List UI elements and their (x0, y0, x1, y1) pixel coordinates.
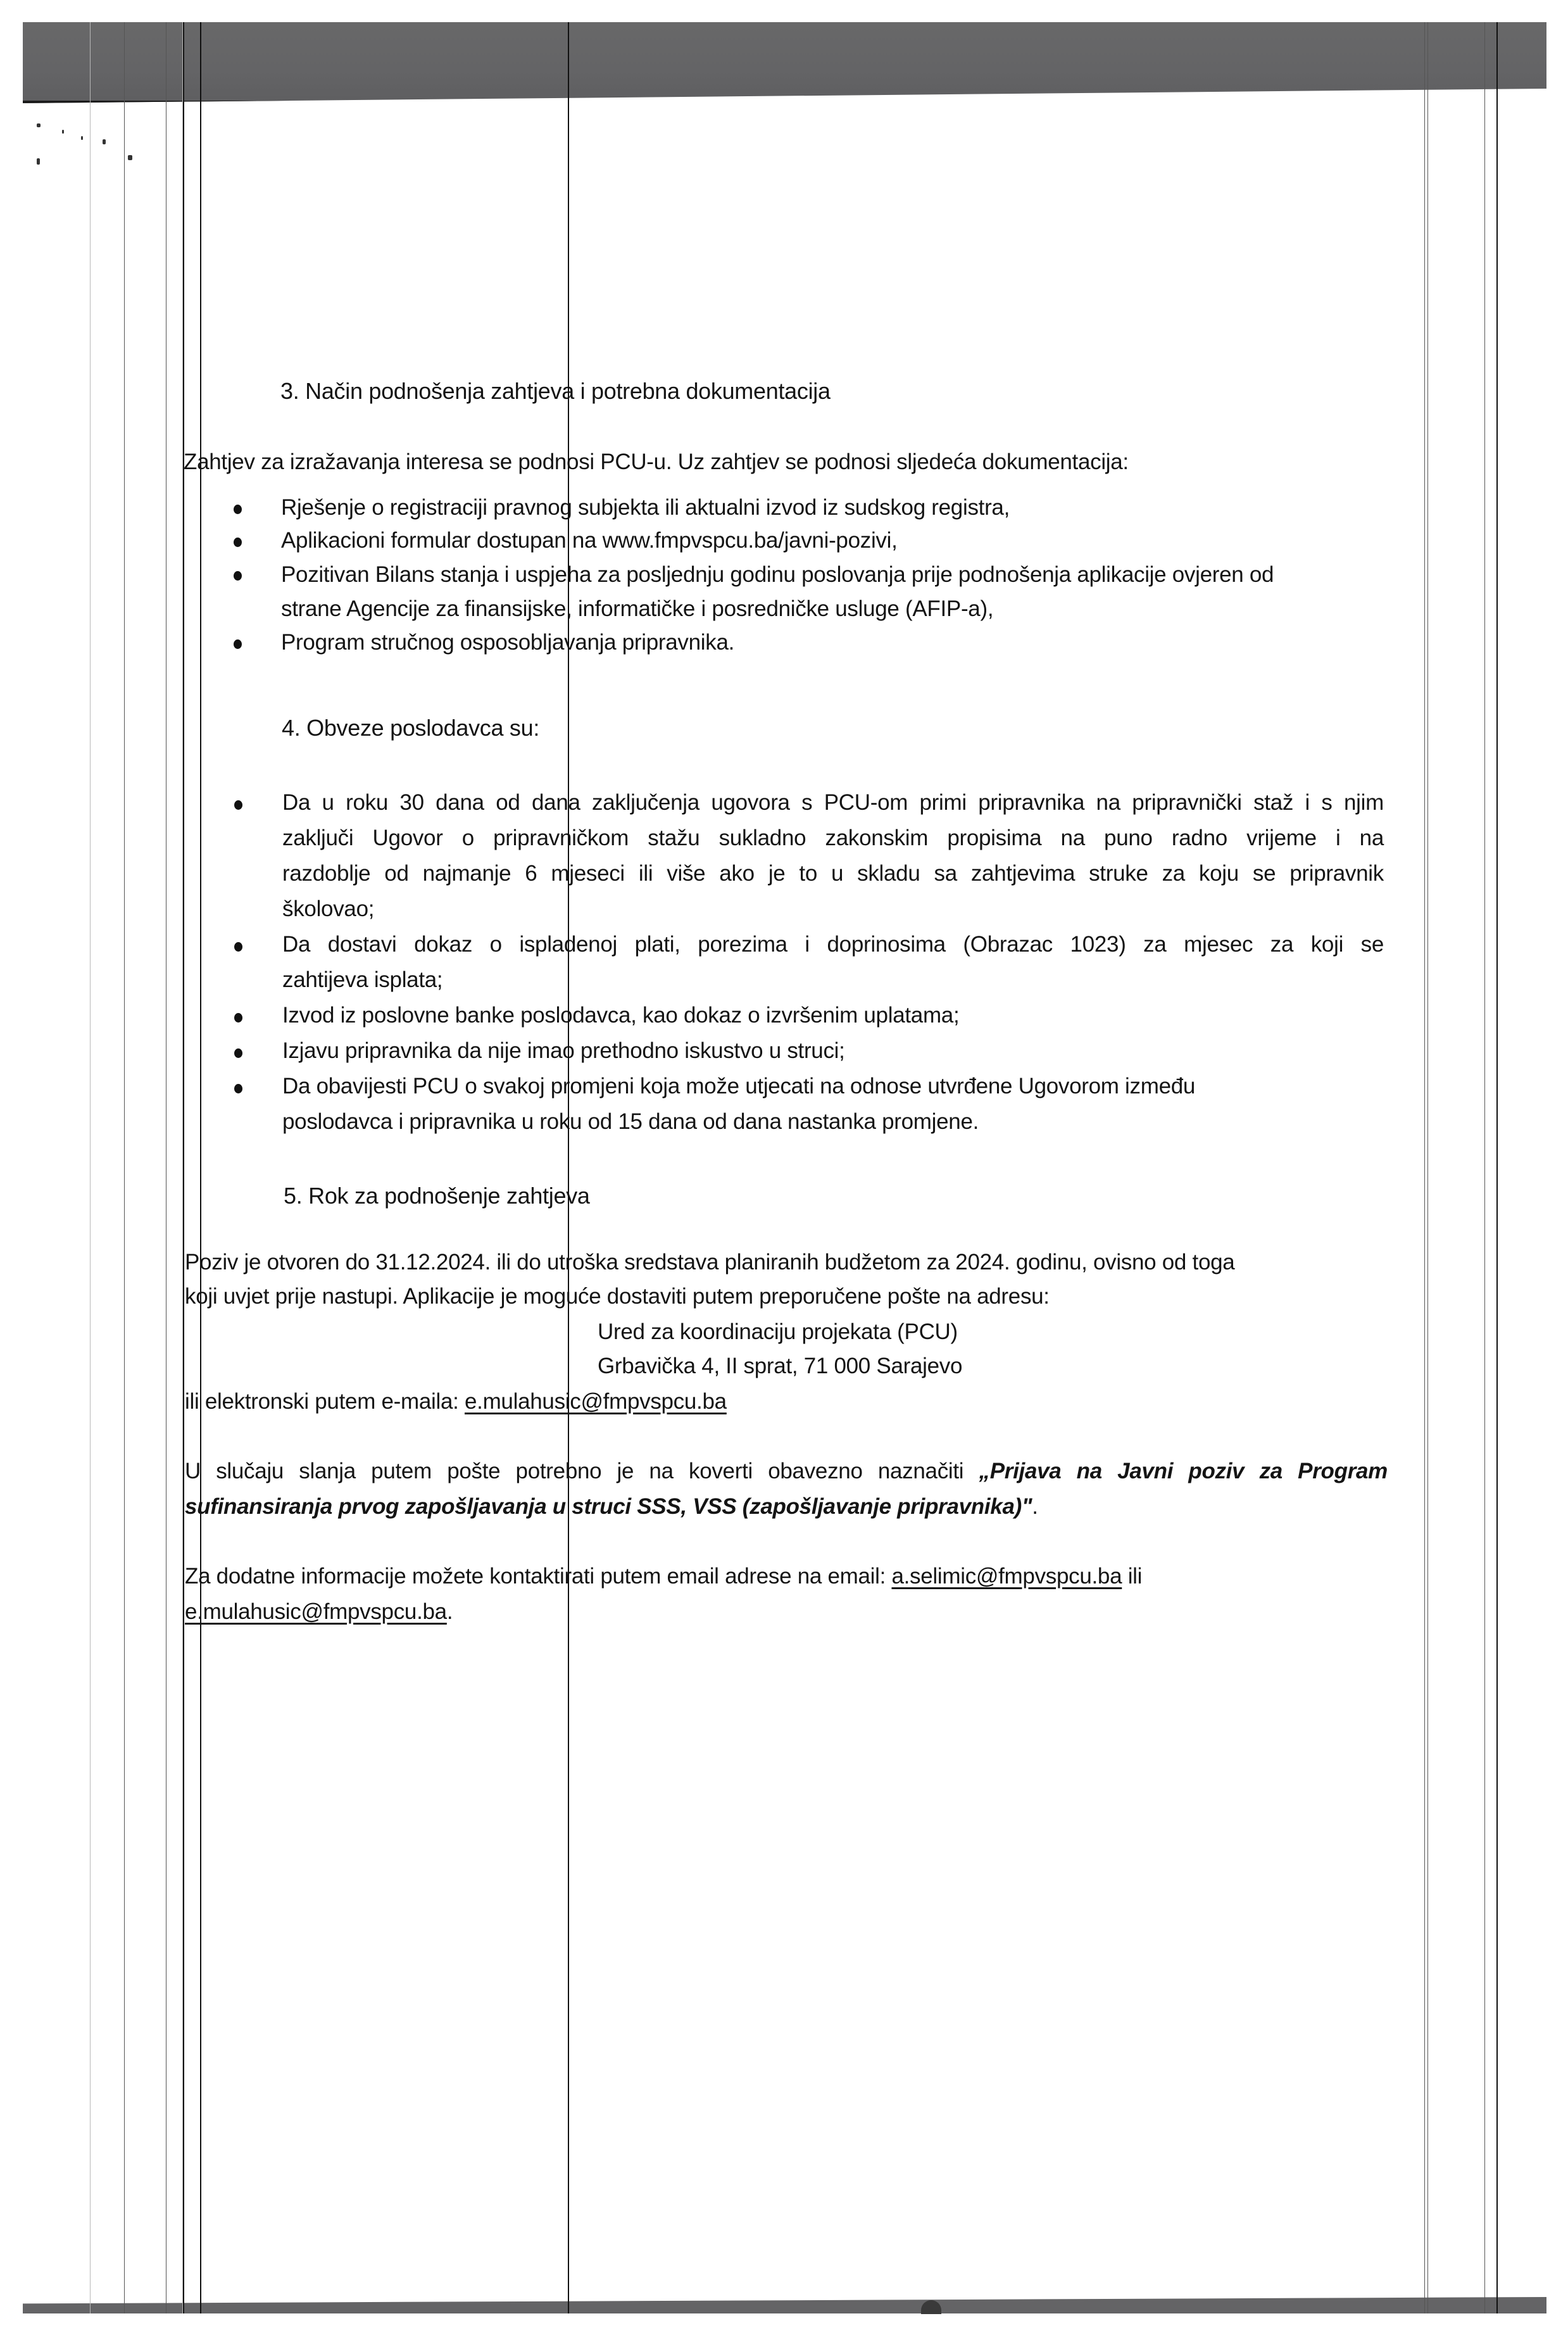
doc-list-item: Pozitivan Bilans stanja i uspjeha za posljednju godinu poslovanja prije podnošenja aplikacije ovjeren od (281, 562, 1274, 587)
email-submission-line (185, 1388, 727, 1416)
contact-line (185, 1563, 1142, 1590)
obligation-item: Da dostavi dokaz o ispladenoj plati, porezima i doprinosima (Obrazac 1023) za mjesec za koji se (282, 932, 1384, 957)
envelope-label-punct: . (1032, 1494, 1038, 1519)
scan-line (183, 22, 184, 2313)
envelope-label-text-continuation: sufinansiranja prvog zapošljavanja u struci SSS, VSS (zapošljavanje pripravnika)" (185, 1494, 1032, 1519)
envelope-label-text: „Prijava na Javni poziv za Program (979, 1459, 1388, 1483)
bullet-icon (234, 1084, 242, 1093)
bullet-icon (234, 1013, 242, 1023)
obligation-item: Izjavu pripravnika da nije imao prethodno iskustvo u struci; (282, 1038, 845, 1063)
contact-end-punct: . (446, 1599, 453, 1624)
doc-list-item: Rješenje o registraciji pravnog subjekta ili aktualni izvod iz sudskog registra, (281, 495, 1010, 520)
scan-line (1427, 22, 1428, 2313)
obligation-item: Izvod iz poslovne banke poslodavca, kao dokaz o izvršenim uplatama; (282, 1003, 960, 1028)
scan-line (1484, 22, 1485, 2313)
scan-line (124, 22, 125, 2313)
envelope-instruction-text: U slučaju slanja putem pošte potrebno je na koverti obavezno naznačiti (185, 1459, 979, 1483)
obligation-item-continuation: razdoblje od najmanje 6 mjeseci ili više ako je to u skladu sa zahtjevima struke za koju se pripravnik (282, 861, 1384, 886)
obligation-item: Da u roku 30 dana od dana zaključenja ugovora s PCU-om primi pripravnika na pripravnički staž i s njim (282, 790, 1384, 815)
bullet-icon (234, 505, 242, 514)
email-link-mulahusic[interactable]: e.mulahusic@fmpvspcu.ba (464, 1389, 727, 1414)
obligation-item-continuation: poslodavca i pripravnika u roku od 15 dana od dana nastanka promjene. (282, 1109, 979, 1134)
address-line-2: Grbavička 4, II sprat, 71 000 Sarajevo (598, 1354, 963, 1378)
section-4-heading: 4. Obveze poslodavca su: (282, 715, 540, 741)
bullet-icon (234, 538, 242, 547)
scan-line (200, 22, 201, 2313)
section-3-intro: Zahtjev za izražavanja interesa se podnosi PCU-u. Uz zahtjev se podnosi sljedeća dokumentacija: (184, 450, 1129, 474)
section-5-heading: 5. Rok za podnošenje zahtjeva (284, 1183, 590, 1209)
obligation-item: Da obavijesti PCU o svakoj promjeni koja može utjecati na odnose utvrđene Ugovorom između (282, 1074, 1196, 1098)
doc-list-item-continuation: strane Agencije za finansijske, informatičke i posredničke usluge (AFIP-a), (281, 596, 994, 621)
scan-line (90, 22, 91, 2313)
scan-artifact-bottom-bar (23, 2297, 1546, 2313)
bullet-icon (234, 1048, 242, 1058)
bullet-icon (234, 942, 242, 952)
deadline-paragraph-continuation: koji uvjet prije nastupi. Aplikacije je moguće dostaviti putem preporučene pošte na adresu: (185, 1284, 1050, 1309)
bullet-icon (234, 800, 242, 810)
deadline-paragraph: Poziv je otvoren do 31.12.2024. ili do utroška sredstava planiranih budžetom za 2024. godinu, ovisno od toga (185, 1250, 1235, 1274)
email-link-selimic[interactable]: a.selimic@fmpvspcu.ba (891, 1564, 1122, 1589)
email-submission-label: ili elektronski putem e-maila: (185, 1389, 465, 1414)
obligation-item-continuation: zahtijeva isplata; (282, 967, 443, 992)
envelope-instruction-continuation (185, 1493, 1038, 1521)
address-line-1: Ured za koordinaciju projekata (PCU) (598, 1319, 958, 1344)
contact-line-continuation (185, 1598, 453, 1626)
section-3-heading: 3. Način podnošenja zahtjeva i potrebna dokumentacija (280, 378, 831, 404)
obligation-item-continuation: školovao; (282, 897, 375, 921)
obligation-item-continuation: zaključi Ugovor o pripravničkom stažu sukladno zakonskim propisima na puno radno vrijeme i na (282, 826, 1384, 850)
contact-or: ili (1122, 1564, 1143, 1589)
doc-list-item: Aplikacioni formular dostupan na www.fmpvspcu.ba/javni-pozivi, (281, 528, 898, 553)
scan-line (1496, 22, 1498, 2313)
scan-line (568, 22, 569, 2313)
envelope-instruction (185, 1457, 1388, 1485)
scan-artifact-top-bar (23, 22, 1546, 103)
bullet-icon (234, 571, 242, 581)
contact-label: Za dodatne informacije možete kontaktirati putem email adrese na email: (185, 1564, 892, 1589)
bullet-icon (234, 639, 242, 649)
email-link-mulahusic-2[interactable]: e.mulahusic@fmpvspcu.ba (185, 1599, 447, 1624)
scan-line (1424, 22, 1425, 2313)
doc-list-item: Program stručnog osposobljavanja pripravnika. (281, 630, 735, 655)
